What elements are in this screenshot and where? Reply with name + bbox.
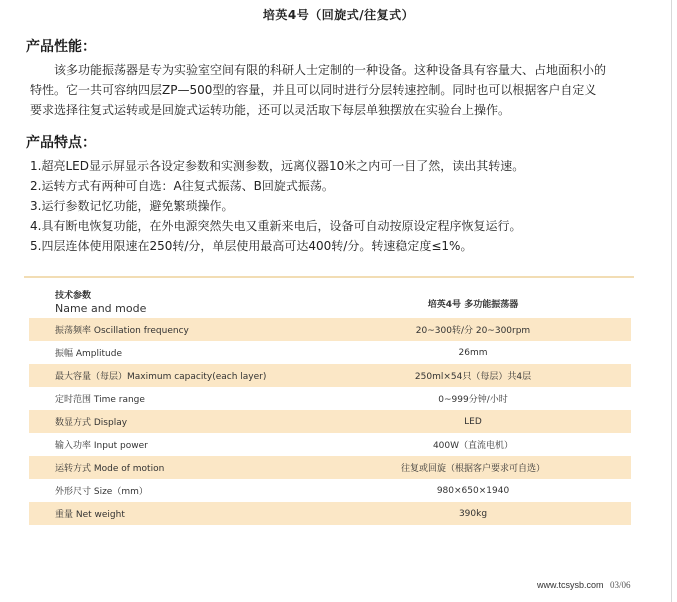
feature-item: 4.具有断电恢复功能，在外电源突然失电又重新来电后，设备可自动按原设定程序恢复运行。 <box>30 219 522 233</box>
spec-table-header <box>29 288 631 318</box>
performance-line-2: 特性。它一共可容纳四层ZP—500型的容量，并且可以同时进行分层转速控制。同时也可以根据客户自定义 <box>30 83 597 97</box>
spec-value: 390kg <box>355 502 631 525</box>
spec-value: 250ml×54只（每层）共4层 <box>355 364 631 387</box>
table-row <box>29 410 631 433</box>
spec-value: LED <box>355 410 631 433</box>
performance-line-3: 要求选择往复式运转或是回旋式运转功能，还可以灵活取下每层单独摆放在实验台上操作。 <box>30 103 511 117</box>
spec-name: 数显方式 Display <box>29 410 355 433</box>
spec-header-model: 培英4号 多功能振荡器 <box>427 299 519 310</box>
performance-line-1: 该多功能振荡器是专为实验室空间有限的科研人士定制的一种设备。这种设备具有容量大、占地面积小的 <box>54 63 607 77</box>
spec-name: 定时范围 Time range <box>55 395 145 405</box>
table-row <box>29 479 631 502</box>
spec-name: 振荡频率 Oscillation frequency <box>29 318 355 341</box>
spec-value: 0~999分钟/小时 <box>438 395 508 405</box>
spec-name: 振幅 Amplitude <box>55 349 122 359</box>
spec-value: 往复或回旋（根据客户要求可自选） <box>355 456 631 479</box>
feature-item: 3.运行参数记忆功能，避免繁琐操作。 <box>30 199 234 213</box>
table-row <box>29 502 631 525</box>
spec-value: 26mm <box>458 347 488 358</box>
table-row <box>29 433 631 456</box>
table-row <box>29 364 631 387</box>
spec-header-label-cn: 技术参数 <box>55 290 92 301</box>
table-row <box>29 341 631 364</box>
table-row <box>29 456 631 479</box>
feature-item: 1.超亮LED显示屏显示各设定参数和实测参数，远离仪器10米之内可一目了然，读出其转速。 <box>30 159 525 173</box>
page-number: 03/06 <box>610 580 631 590</box>
page-footer <box>537 580 631 590</box>
spec-name: 外形尺寸 Size（mm） <box>55 487 148 497</box>
footer-url: www.tcsysb.com <box>537 580 604 590</box>
section-divider <box>24 276 634 278</box>
spec-name: 运转方式 Mode of motion <box>29 456 355 479</box>
performance-heading: 产品性能： <box>26 39 96 55</box>
page-title: 培英4号（回旋式/往复式） <box>262 8 415 22</box>
page-edge-line <box>671 0 672 602</box>
features-heading: 产品特点： <box>26 135 96 151</box>
spec-name: 最大容量（每层）Maximum capacity(each layer) <box>29 364 355 387</box>
spec-value: 20~300转/分 20~300rpm <box>355 318 631 341</box>
spec-name: 输入功率 Input power <box>55 441 148 451</box>
features-list <box>30 156 650 256</box>
spec-name: 重量 Net weight <box>29 502 355 525</box>
spec-header-label-en: Name and mode <box>55 301 147 315</box>
performance-paragraph <box>30 60 640 120</box>
table-row <box>29 387 631 410</box>
spec-value: 400W（直流电机） <box>432 441 514 451</box>
feature-item: 5.四层连体使用限速在250转/分，单层使用最高可达400转/分。转速稳定度≤1%。 <box>30 239 473 253</box>
table-row <box>29 318 631 341</box>
spec-value: 980×650×1940 <box>436 485 510 496</box>
feature-item: 2.运转方式有两种可自选：A往复式振荡、B回旋式振荡。 <box>30 179 334 193</box>
spec-header-label <box>29 288 355 318</box>
spec-table <box>29 288 631 525</box>
